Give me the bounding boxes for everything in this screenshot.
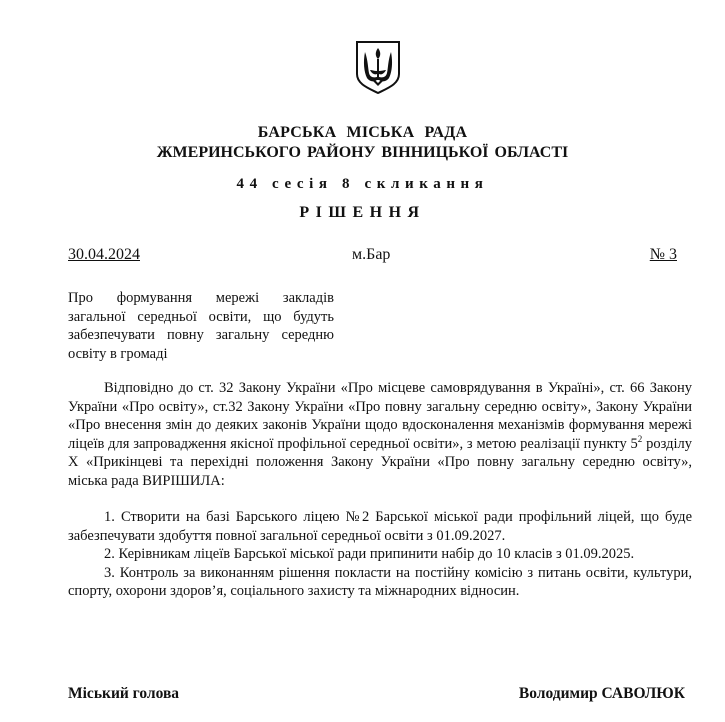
decision-date: 30.04.2024: [68, 246, 140, 263]
preamble-paragraph: [68, 379, 692, 490]
decision-items: [68, 508, 692, 601]
council-name: БАРСЬКА МІСЬКА РАДА: [257, 124, 468, 141]
district-region: ЖМЕРИНСЬКОГО РАЙОНУ ВІННИЦЬКОЇ ОБЛАСТІ: [156, 144, 569, 161]
decision-item: 2. Керівникам ліцеїв Барської міської ради припинити набір до 10 класів з 01.09.2025.: [104, 546, 635, 562]
decision-item: 1. Створити на базі Барського ліцею №2 Барської міської ради профільний ліцей, що буде забезпечувати здобуття повної загальної середньої освіти з 01.09.2027.: [68, 509, 692, 544]
city-name: м.Бар: [352, 246, 391, 263]
session-label: 44 сесія 8 скликання: [236, 176, 489, 192]
signatory-position: Міський голова: [68, 685, 180, 702]
ukraine-trident-emblem-icon: [354, 40, 402, 94]
preamble-part-2: розділу X «Прикінцеві та перехідні положення Закону України «Про повну загальну середню освіту», міська рада ВИРІШИЛА:: [68, 435, 692, 489]
decision-subject: Про формування мережі закладів загальної середньої освіти, що будуть забезпечувати повну загальну середню освіту в громаді: [68, 290, 334, 362]
signatory-name: Володимир САВОЛЮК: [518, 685, 685, 702]
preamble-superscript: 2: [637, 433, 643, 444]
decision-body: [68, 379, 692, 601]
decision-number: № 3: [649, 246, 677, 263]
document-type-title: РІШЕННЯ: [299, 204, 426, 221]
preamble-part-1: Відповідно до ст. 32 Закону України «Про місцеве самоврядування в Україні», ст. 66 Закону України «Про освіту», ст.32 Закону України «Про повну загальну середню освіту», Закону України «Про внесення змін до деяких законів України щодо вдосконалення механізмів формування мережі ліцеїв для запровадження якісної профільної середньої освіти», з метою реалізації пункту 5: [68, 380, 692, 452]
decision-item: 3. Контроль за виконанням рішення покласти на постійну комісію з питань освіти, культури, спорту, охорони здоров’я, соціального захисту та міжнародних відносин.: [68, 564, 692, 599]
